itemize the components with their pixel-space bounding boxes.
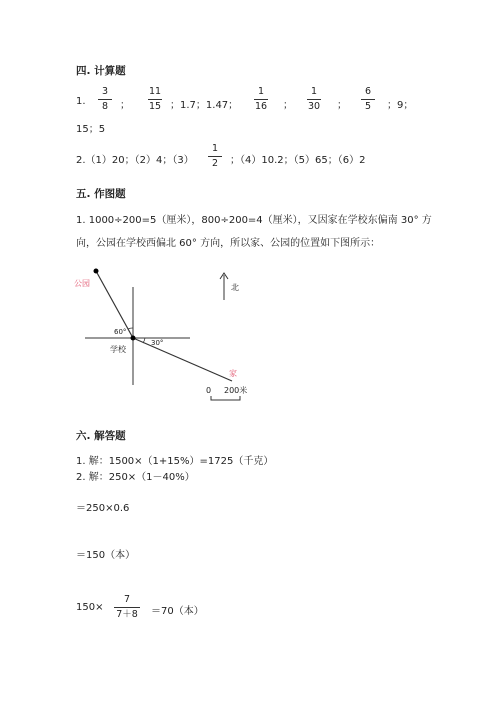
fraction-6-5: 6 5	[356, 87, 380, 111]
home-label: 家	[229, 369, 237, 378]
fraction-1-16: 1 16	[254, 86, 268, 112]
school-point	[131, 336, 136, 341]
fraction-1-30: 1 30	[307, 86, 321, 112]
fraction-3-8: 3 8	[93, 87, 117, 111]
angle-30-label: 30°	[151, 339, 164, 347]
scale-200m-label: 200米	[224, 386, 248, 395]
park-point	[94, 269, 99, 274]
answer-2-step-1: ＝250×0.6	[76, 503, 130, 514]
q1-line-2: 15；5	[76, 124, 106, 135]
fraction-1-2: 1 2	[203, 144, 227, 168]
answer-2-step-2: ＝150（本）	[76, 550, 136, 561]
answer-1: 1. 解：1500×（1+15%）=1725（千克）	[76, 456, 274, 467]
q1-middle-text: ；1.7；1.47；	[170, 100, 239, 111]
q2-prefix: 2.（1）20；（2）4；（3）	[76, 155, 194, 166]
ray-to-home	[133, 338, 232, 381]
section-6-title: 六. 解答题	[76, 430, 126, 442]
answer-2-step-3-prefix: 150×	[76, 602, 104, 613]
section-4-title: 四. 计算题	[76, 65, 126, 77]
section-5-title: 五. 作图题	[76, 188, 126, 200]
school-label: 学校	[110, 345, 126, 354]
park-label: 公园	[74, 279, 90, 288]
sec5-text-line-2: 向，公园在学校西偏北 60° 方向，所以家、公园的位置如下图所示：	[76, 238, 381, 249]
scale-bar	[211, 396, 240, 400]
separator: ；	[120, 100, 130, 111]
q1-tail-text: ；9；	[387, 100, 414, 111]
q2-suffix: ；（4）10.2；（5）65；（6）2	[230, 155, 366, 166]
angle-arc-60	[128, 328, 133, 329]
separator: ；	[337, 100, 347, 111]
q1-number: 1.	[76, 96, 86, 107]
sec5-text-line-1: 1. 1000÷200=5（厘米），800÷200=4（厘米），又因家在学校东偏南 30° 方	[76, 215, 432, 226]
scale-zero-label: 0	[206, 386, 212, 395]
answer-2: 2. 解：250×（1－40%）	[76, 472, 195, 483]
answer-2-step-3-result: ＝70（本）	[151, 606, 204, 617]
fraction-11-15: 11 15	[148, 86, 162, 112]
separator: ；	[283, 100, 293, 111]
angle-60-label: 60°	[114, 328, 127, 336]
fraction-7-over-7-plus-8: 7 7＋8	[112, 595, 142, 619]
north-label: 北	[231, 283, 239, 292]
